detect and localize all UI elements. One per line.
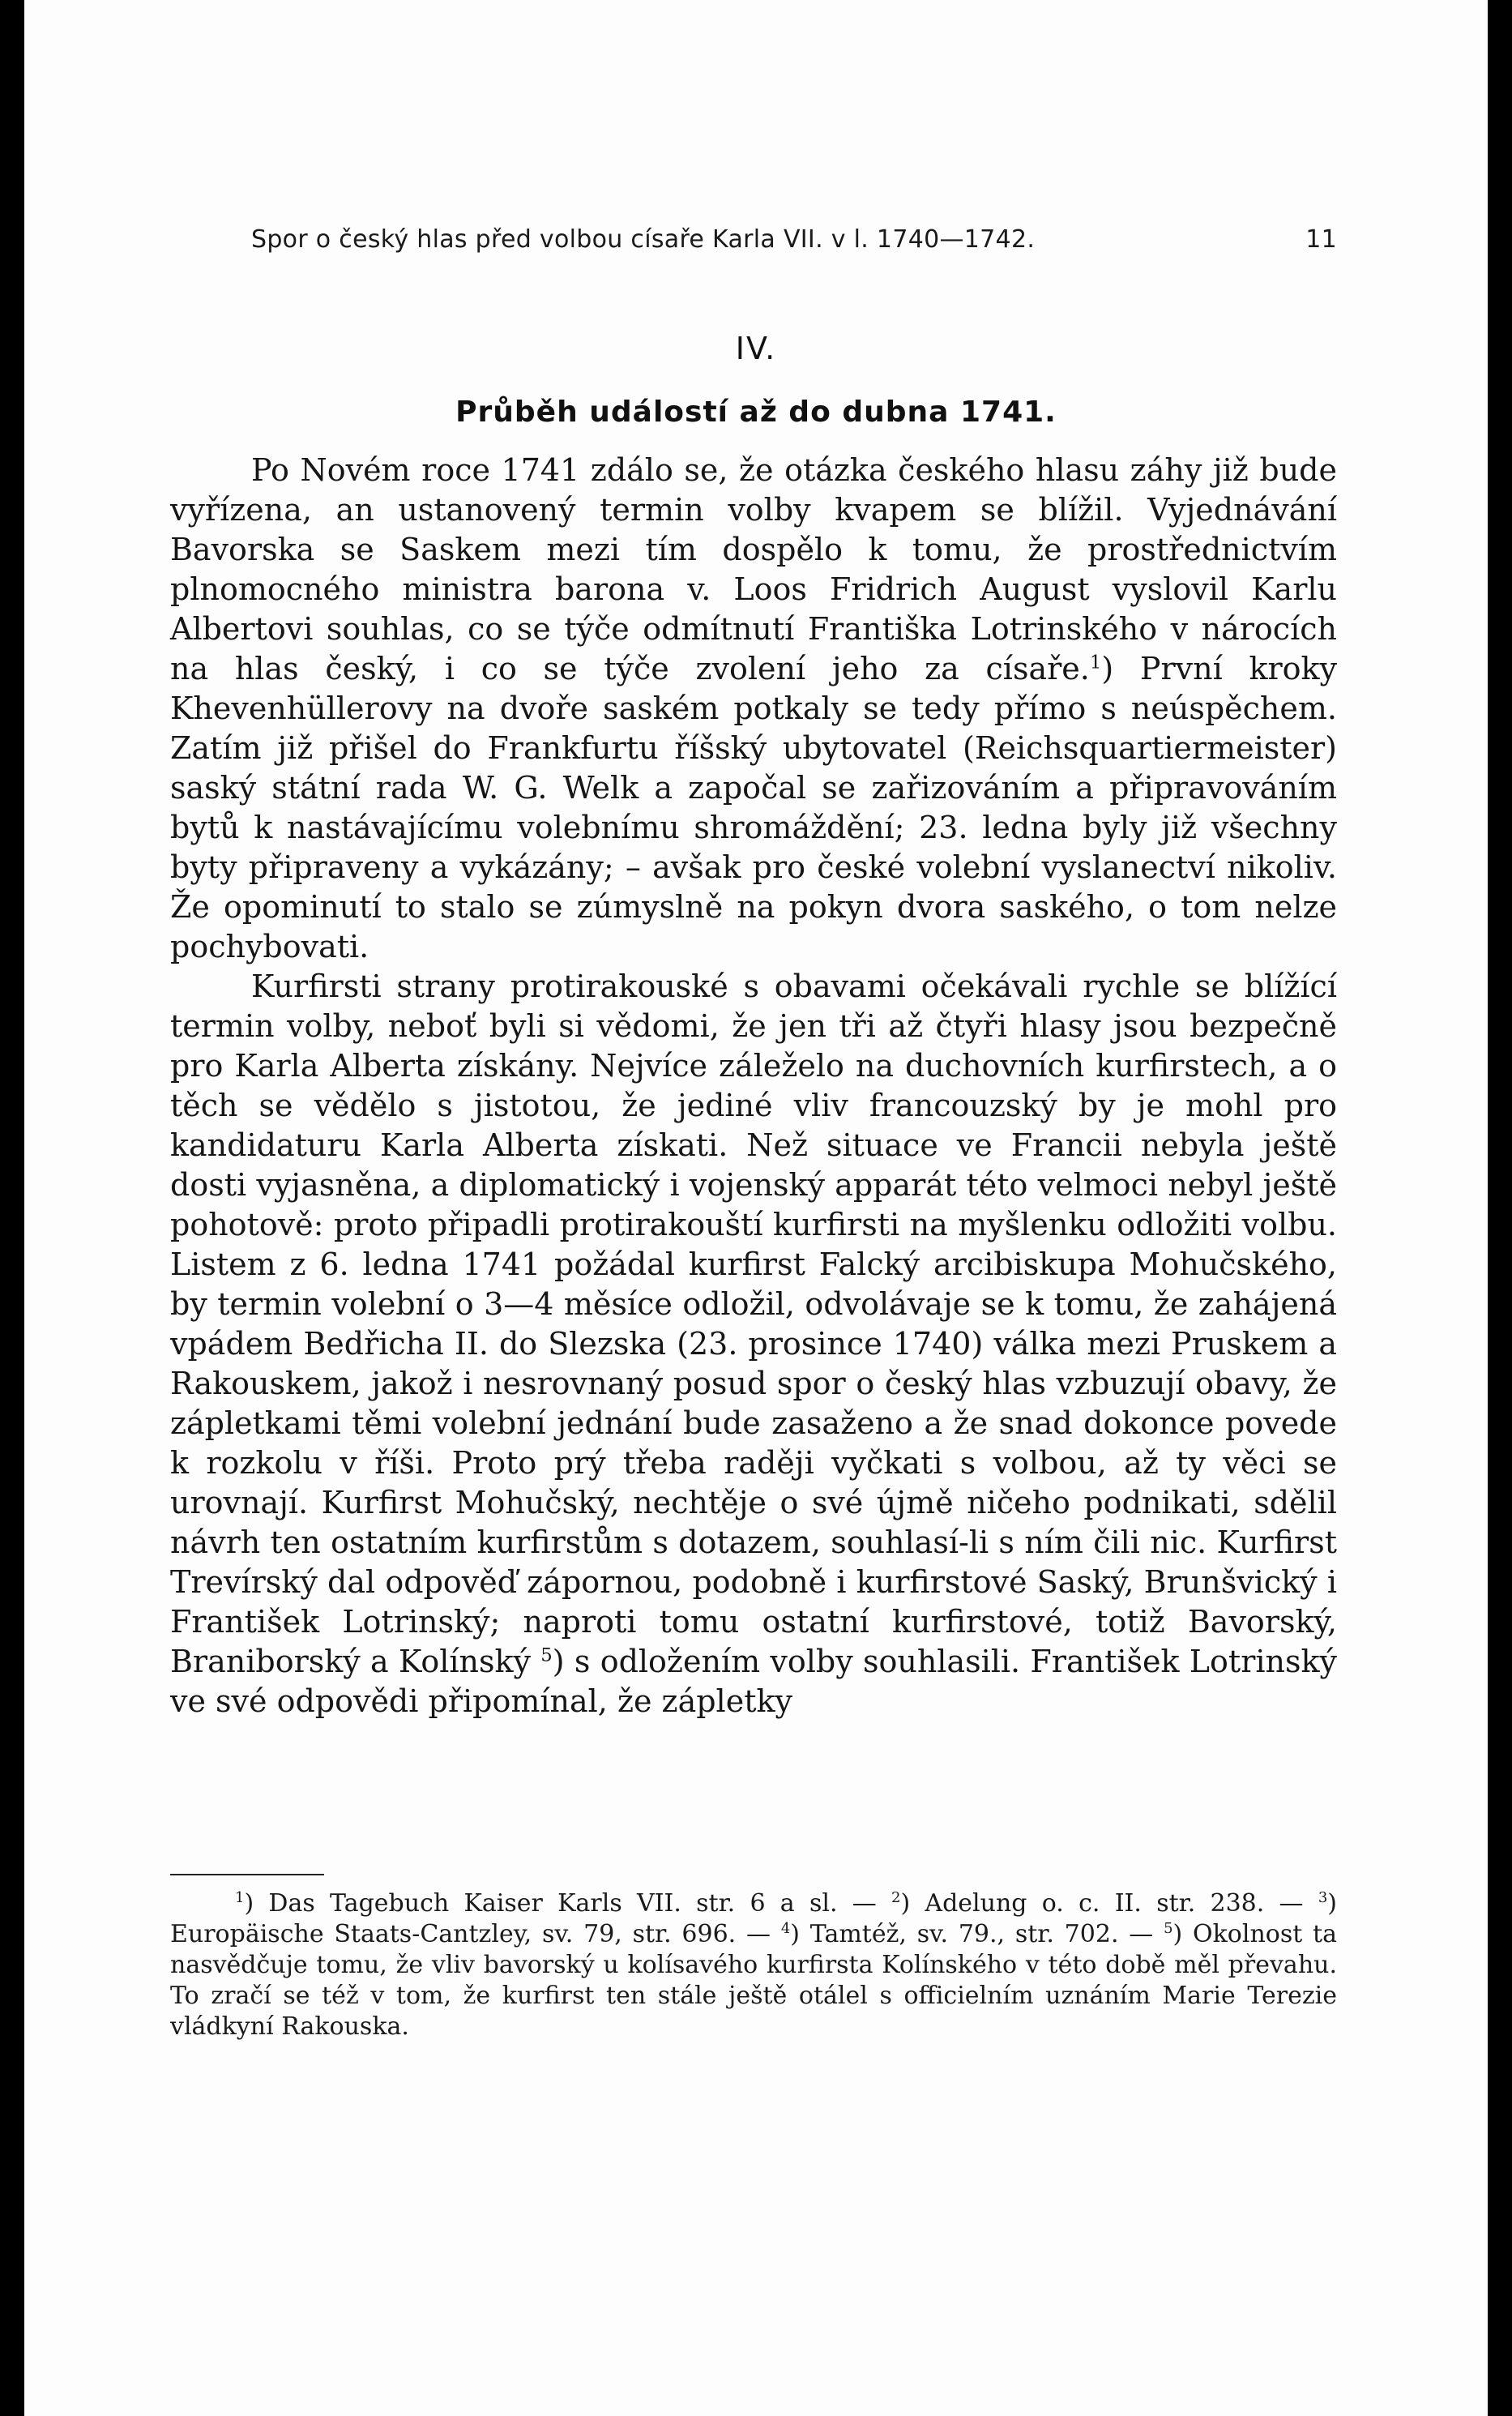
footnote-text: ) Adelung o. c. II. str. 238. —	[900, 1889, 1318, 1918]
footnote-text: ) Das Tagebuch Kaiser Karls VII. str. 6 a sl. —	[244, 1889, 892, 1918]
footnote-marker: 4	[780, 1920, 791, 1937]
paragraph-text: ) s odložením volby souhlasili. František Lotrinský ve své odpovědi připomínal, že zápletky	[170, 1644, 1337, 1719]
paragraph	[170, 967, 1337, 1721]
footnote-text: ) Europäische Staats-Cantzley, sv. 79, str. 696. —	[170, 1889, 1337, 1948]
footnote-ref: 5	[540, 1644, 553, 1666]
paragraph-text: ) První kroky Khevenhüllerovy na dvoře saském potkaly se tedy přímo s neúspěchem. Zatím již přišel do Frankfurtu říšský ubytovatel (Reichsquartiermeister) saský státní rada W. G. Welk a započal se zařizováním a připravováním bytů k nastávajícímu volebnímu shromáždění; 23. ledna byly již všechny byty připraveny a vykázány; – avšak pro české volební vyslanectví nikoliv. Že opominutí to stalo se zúmyslně na pokyn dvora saského, o tom nelze pochybovati.	[170, 651, 1338, 964]
footnote-ref: 1	[1089, 652, 1102, 673]
footnote-text: ) Okolnost ta nasvědčuje tomu, že vliv bavorský u kolísavého kurfirsta Kolínského v této době měl převahu. To zračí se též v tom, že kurfirst ten stále ještě otálel s officielním uznáním Marie Terezie vládkyní Rakouska.	[170, 1920, 1338, 2041]
section-number: IV.	[735, 331, 777, 366]
footnote-marker: 3	[1318, 1889, 1328, 1906]
book-page	[24, 0, 1488, 2416]
page-number: 11	[1305, 225, 1337, 254]
footnote-marker: 2	[891, 1889, 901, 1906]
footnotes	[170, 1888, 1337, 2042]
footnote-text: ) Tamtéž, sv. 79., str. 702. —	[790, 1920, 1164, 1948]
footnote-marker: 5	[1164, 1920, 1173, 1937]
paragraph-text: Po Novém roce 1741 zdálo se, že otázka českého hlasu záhy již bude vyřízena, an ustanovený termin volby kvapem se blížil. Vyjednávání Bavorska se Saskem mezi tím dospělo k tomu, že prostřednictvím plnomocného ministra barona v. Loos Fridrich August vyslovil Karlu Albertovi souhlas, co se týče odmítnutí Františka Lotrinského v nárocích na hlas český, i co se týče zvolení jeho za císaře.	[170, 452, 1337, 686]
body-text	[170, 451, 1337, 1721]
footnote-rule	[170, 1874, 324, 1875]
running-title: Spor o český hlas před volbou císaře Karla VII. v l. 1740—1742.	[251, 225, 1036, 254]
paragraph-text: Kurfirsti strany protirakouské s obavami očekávali rychle se blížící termin volby, neboť byli si vědomi, že jen tři až čtyři hlasy jsou bezpečně pro Karla Alberta získány. Nejvíce záleželo na duchovních kurfirstech, a o těch se vědělo s jistotou, že jediné vliv francouzský by je mohl pro kandidaturu Karla Alberta získati. Než situace ve Francii nebyla ještě dosti vyjasněna, a diplomatický i vojenský apparát této velmoci nebyl ještě pohotově: proto připadli protirakouští kurfirsti na myšlenku odložiti volbu. Listem z 6. ledna 1741 požádal kurfirst Falcký arcibiskupa Mohučského, by termin volební o 3—4 měsíce odložil, odvolávaje se k tomu, že zahájená vpádem Bedřicha II. do Slezska (23. prosince 1740) válka mezi Pruskem a Rakouskem, jakož i nesrovnaný posud spor o český hlas vzbuzují obavy, že zápletkami těmi volební jednání bude zasaženo a že snad dokonce povede k rozkolu v říši. Proto prý třeba raději vyčkati s volbou, až ty věci se urovnají. Kurfirst Mohučský, nechtěje o své újmě ničeho podnikati, sdělil návrh ten ostatním kurfirstům s dotazem, souhlasí-li s ním čili nic. Kurfirst Trevírský dal odpověď zápornou, podobně i kurfirstové Saský, Brunšvický i František Lotrinský; naproti tomu ostatní kurfirstové, totiž Bavorský, Braniborský a Kolínský	[170, 969, 1337, 1679]
paragraph	[170, 451, 1337, 967]
section-title: Průběh událostí až do dubna 1741.	[455, 396, 1057, 429]
footnote-marker: 1	[235, 1889, 245, 1906]
footnote-block	[170, 1888, 1337, 2042]
